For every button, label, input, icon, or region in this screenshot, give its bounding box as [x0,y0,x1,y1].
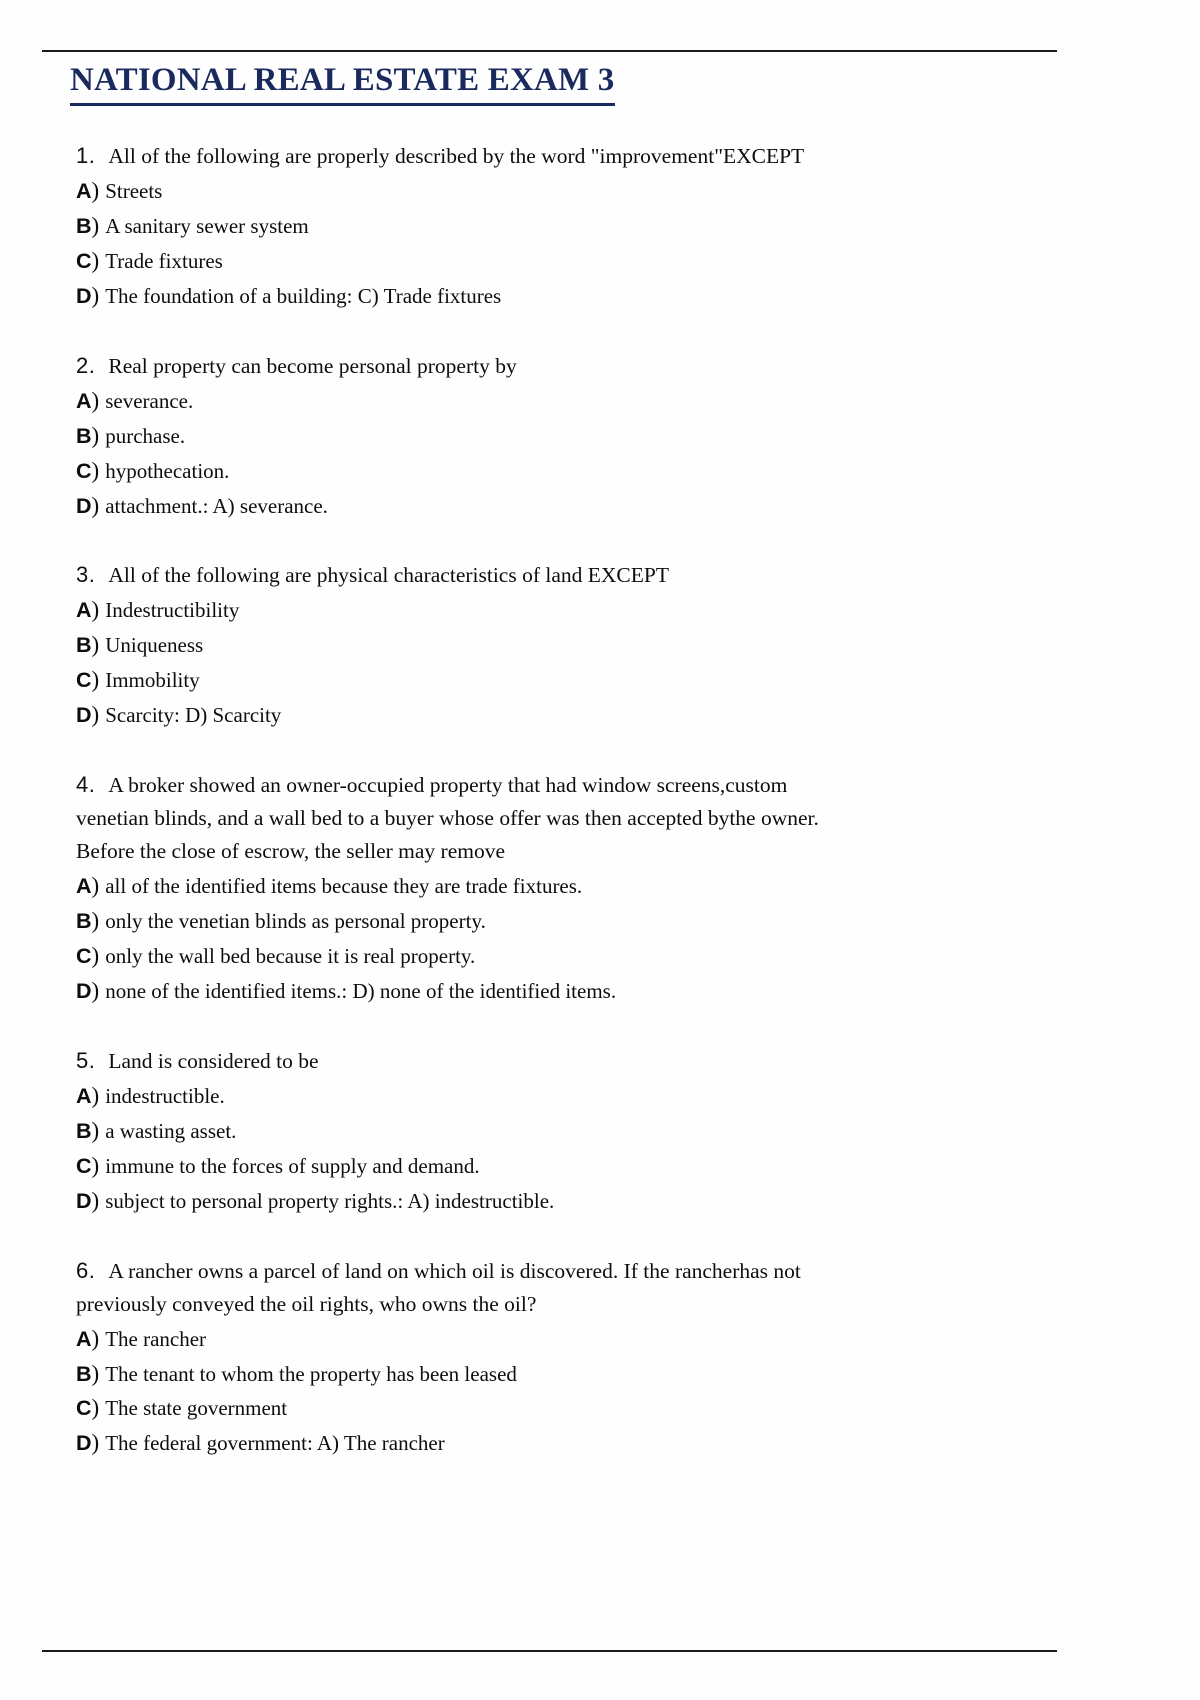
option-paren: ) [91,1325,100,1351]
option-text: Scarcity: D) Scarcity [105,703,282,728]
option-paren: ) [91,702,100,728]
option-letter: A [76,178,92,203]
question-text: All of the following are physical characteristics of land EXCEPT [108,563,669,588]
option-text: The foundation of a building: C) Trade fixtures [105,283,502,308]
option-text: indestructible. [105,1083,225,1108]
option-text: Streets [105,178,163,203]
answer-option[interactable] [76,663,1062,698]
answer-option[interactable] [76,698,1062,733]
option-paren: ) [91,873,100,899]
footer-rule [42,1650,1057,1652]
option-paren: ) [91,597,100,623]
option-paren: ) [91,247,100,273]
answer-options [76,593,1062,733]
option-paren: ) [91,422,100,448]
answer-option[interactable] [76,904,1062,939]
option-letter: C [76,944,92,968]
question-prompt-continuation [76,1289,1006,1320]
answer-option[interactable] [76,869,1062,904]
option-letter: A [76,874,92,899]
question-text: A rancher owns a parcel of land on which oil is discovered. If the rancherhas not [108,1258,801,1283]
answer-options [76,869,1062,1009]
answer-option[interactable] [76,974,1062,1009]
option-letter: A [76,388,92,413]
question-prompt [76,350,1006,382]
option-paren: ) [91,632,100,658]
answer-option[interactable] [76,489,1062,524]
option-letter: B [76,1118,92,1143]
option-letter: D [76,978,92,1003]
document-content [62,62,1062,1497]
answer-option[interactable] [76,628,1062,663]
option-paren: ) [91,387,100,413]
answer-option[interactable] [76,1114,1062,1149]
question-number: 2. [76,352,96,378]
option-letter: A [76,1326,92,1351]
answer-option[interactable] [76,1391,1062,1426]
answer-option[interactable] [76,419,1062,454]
option-paren: ) [91,177,100,203]
option-text: purchase. [105,423,186,448]
question-block [62,769,1062,1009]
answer-option[interactable] [76,593,1062,628]
answer-option[interactable] [76,1079,1062,1114]
question-block [62,1255,1062,1462]
option-letter: D [76,1431,92,1456]
question-prompt [76,140,1006,172]
option-letter: A [76,598,92,623]
answer-option[interactable] [76,174,1062,209]
answer-option[interactable] [76,279,1062,314]
option-paren: ) [91,977,100,1003]
option-letter: C [76,1153,92,1178]
option-text: Immobility [105,668,200,693]
option-paren: ) [91,667,100,693]
question-list [62,140,1062,1461]
answer-option[interactable] [76,1322,1062,1357]
option-text: Indestructibility [105,598,240,623]
option-paren: ) [91,1395,100,1421]
option-letter: C [76,1396,92,1421]
question-prompt-continuation [76,803,1006,834]
option-letter: B [76,213,92,238]
option-paren: ) [91,943,100,968]
question-text: Before the close of escrow, the seller may remove [76,839,506,864]
header-rule [42,50,1057,52]
option-text: attachment.: A) severance. [105,493,328,518]
page-title: NATIONAL REAL ESTATE EXAM 3 [70,62,615,106]
answer-option[interactable] [76,244,1062,279]
question-number: 1. [76,142,96,168]
option-text: only the venetian blinds as personal property. [105,909,486,934]
option-text: only the wall bed because it is real property. [105,944,476,968]
answer-option[interactable] [76,1184,1062,1219]
answer-option[interactable] [76,1357,1062,1392]
option-text: hypothecation. [105,458,230,483]
question-text: All of the following are properly described by the word "improvement"EXCEPT [108,143,805,168]
option-letter: A [76,1083,92,1108]
option-letter: D [76,703,92,728]
question-text: Land is considered to be [108,1048,319,1073]
option-text: The tenant to whom the property has been leased [105,1361,517,1386]
answer-option[interactable] [76,454,1062,489]
option-letter: D [76,283,92,308]
option-paren: ) [91,1187,100,1213]
option-text: subject to personal property rights.: A) indestructible. [105,1188,555,1213]
option-text: The rancher [105,1326,207,1351]
question-number: 5. [76,1047,96,1073]
option-text: The federal government: A) The rancher [105,1431,445,1456]
question-number: 4. [76,772,96,798]
question-prompt [76,1255,1006,1287]
option-letter: C [76,668,92,693]
option-paren: ) [91,1117,100,1143]
option-paren: ) [91,1152,100,1178]
question-prompt [76,769,1006,801]
option-letter: B [76,423,92,448]
option-text: none of the identified items.: D) none of the identified items. [105,978,617,1003]
question-text: venetian blinds, and a wall bed to a buyer whose offer was then accepted bythe owner. [76,806,819,831]
question-text: Real property can become personal property by [108,353,517,378]
question-block [62,559,1062,733]
answer-option[interactable] [76,1426,1062,1461]
answer-option[interactable] [76,384,1062,419]
answer-option[interactable] [76,209,1062,244]
option-text: severance. [105,388,194,413]
option-letter: B [76,909,92,934]
answer-options [76,1322,1062,1462]
option-text: all of the identified items because they are trade fixtures. [105,874,583,899]
question-text: previously conveyed the oil rights, who owns the oil? [76,1291,537,1316]
question-prompt [76,1045,1006,1077]
option-text: The state government [105,1396,288,1421]
option-text: Trade fixtures [105,248,223,273]
option-letter: C [76,248,92,273]
option-letter: B [76,633,92,658]
option-paren: ) [91,1360,100,1386]
option-paren: ) [91,212,100,238]
option-letter: D [76,1188,92,1213]
answer-options [76,384,1062,524]
question-number: 3. [76,562,96,588]
option-text: immune to the forces of supply and demand. [105,1153,480,1178]
answer-options [76,1079,1062,1219]
option-text: a wasting asset. [105,1118,237,1143]
option-paren: ) [91,1430,100,1456]
option-paren: ) [91,492,100,518]
option-text: Uniqueness [105,633,204,658]
option-letter: B [76,1361,92,1386]
question-text: A broker showed an owner-occupied property that had window screens,custom [108,773,788,798]
option-paren: ) [91,908,100,934]
option-paren: ) [91,1082,100,1108]
question-number: 6. [76,1257,96,1283]
option-text: A sanitary sewer system [105,213,309,238]
option-paren: ) [91,282,100,308]
answer-option[interactable] [76,1149,1062,1184]
question-block [62,350,1062,524]
question-prompt-continuation [76,836,1006,867]
answer-option[interactable] [76,939,1062,974]
question-block [62,140,1062,314]
question-prompt [76,559,1006,591]
option-letter: C [76,458,92,483]
question-block [62,1045,1062,1219]
option-letter: D [76,493,92,518]
option-paren: ) [91,457,100,483]
answer-options [76,174,1062,314]
